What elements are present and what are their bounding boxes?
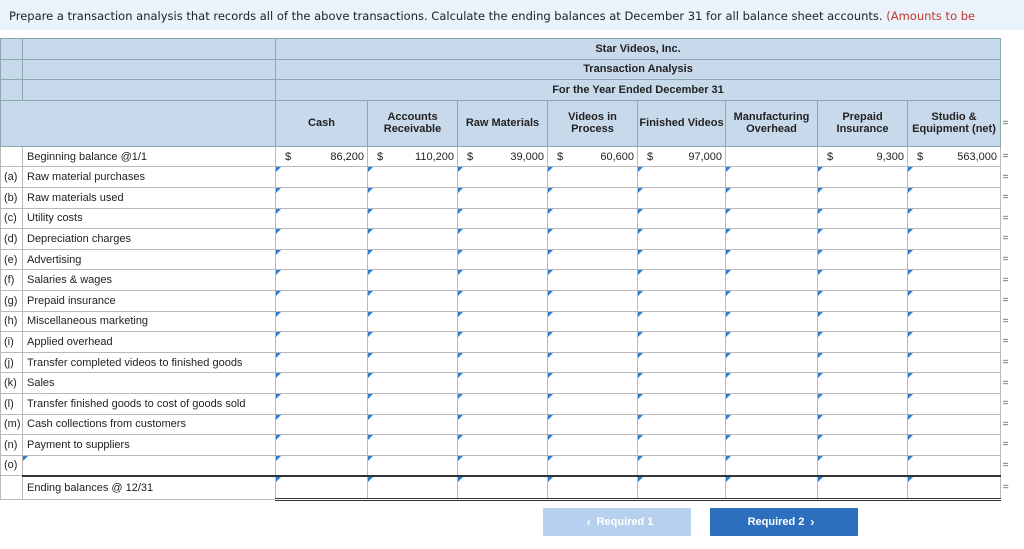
transaction-row (1, 270, 1011, 291)
amount-input[interactable] (548, 249, 638, 270)
row-key: (g) (1, 290, 23, 311)
amount-input[interactable] (818, 352, 908, 373)
equals-sign: = (1001, 435, 1011, 456)
ending-input[interactable] (368, 476, 458, 500)
ending-balance-row (1, 476, 1011, 500)
amount-input[interactable] (458, 229, 548, 250)
ending-input[interactable] (638, 476, 726, 500)
equals-sign: = (1001, 311, 1011, 332)
beginning-prepaid: 9,300 (876, 150, 904, 163)
amount-input[interactable] (276, 290, 368, 311)
ending-input[interactable] (276, 476, 368, 500)
transaction-row (1, 249, 1011, 270)
dollar-sign: $ (377, 150, 384, 163)
row-key: (m) (1, 414, 23, 435)
amount-input[interactable] (818, 311, 908, 332)
amount-input[interactable] (908, 414, 1001, 435)
amount-input[interactable] (548, 414, 638, 435)
amount-input[interactable] (908, 311, 1001, 332)
required-2-label: Required 2 (747, 516, 805, 528)
amount-input[interactable] (908, 352, 1001, 373)
row-label: Cash collections from customers (23, 414, 276, 435)
amount-input[interactable] (726, 187, 818, 208)
amount-input[interactable] (638, 311, 726, 332)
amount-input[interactable] (368, 435, 458, 456)
equals-sign: = (1001, 332, 1011, 353)
amount-input[interactable] (548, 290, 638, 311)
beginning-ar: 110,200 (415, 150, 454, 163)
amount-input[interactable] (818, 373, 908, 394)
chevron-left-icon: ‹ (586, 515, 591, 529)
amount-input[interactable] (908, 187, 1001, 208)
ending-balance-label: Ending balances @ 12/31 (23, 476, 276, 500)
amount-input[interactable] (368, 373, 458, 394)
amount-input[interactable] (276, 455, 368, 476)
amount-input[interactable] (368, 455, 458, 476)
amount-input[interactable] (458, 311, 548, 332)
amount-input[interactable] (908, 332, 1001, 353)
amount-input[interactable] (908, 435, 1001, 456)
amount-input[interactable] (548, 187, 638, 208)
col-finished-videos: Finished Videos (638, 100, 726, 146)
amount-input[interactable] (458, 187, 548, 208)
equals-sign: = (1001, 249, 1011, 270)
amount-input[interactable] (726, 311, 818, 332)
equals-sign: = (1001, 352, 1011, 373)
amount-input[interactable] (726, 249, 818, 270)
row-key: (h) (1, 311, 23, 332)
transaction-row (1, 373, 1011, 394)
row-key: (a) (1, 167, 23, 188)
row-label: Transfer finished goods to cost of goods sold (23, 393, 276, 414)
amount-input[interactable] (548, 311, 638, 332)
amount-input[interactable] (638, 352, 726, 373)
amount-input[interactable] (818, 167, 908, 188)
row-label: Transfer completed videos to finished goods (23, 352, 276, 373)
dollar-sign: $ (917, 150, 924, 163)
row-label: Utility costs (23, 208, 276, 229)
amount-input[interactable] (908, 249, 1001, 270)
amount-input[interactable] (726, 455, 818, 476)
row-label: Payment to suppliers (23, 435, 276, 456)
amount-input[interactable] (548, 393, 638, 414)
amount-input[interactable] (818, 187, 908, 208)
amount-input[interactable] (548, 208, 638, 229)
transaction-row (1, 229, 1011, 250)
transaction-analysis-table (0, 38, 1011, 501)
amount-input[interactable] (368, 229, 458, 250)
transaction-row (1, 352, 1011, 373)
amount-input[interactable] (276, 414, 368, 435)
amount-input[interactable] (276, 249, 368, 270)
amount-input[interactable] (818, 414, 908, 435)
amount-input[interactable] (276, 435, 368, 456)
amount-input[interactable] (908, 290, 1001, 311)
required-2-button[interactable] (710, 508, 858, 536)
beginning-raw-materials: 39,000 (510, 150, 544, 163)
amount-input[interactable] (458, 208, 548, 229)
amount-input[interactable] (368, 414, 458, 435)
transaction-row (1, 311, 1011, 332)
amount-input[interactable] (458, 332, 548, 353)
row-key: (k) (1, 373, 23, 394)
amount-input[interactable] (548, 270, 638, 291)
row-key: (j) (1, 352, 23, 373)
equals-sign: = (1001, 373, 1011, 394)
equals-sign: = (1001, 146, 1011, 167)
amount-input[interactable] (368, 208, 458, 229)
amount-input[interactable] (818, 290, 908, 311)
amount-input[interactable] (908, 373, 1001, 394)
amount-input[interactable] (908, 208, 1001, 229)
row-label: Raw materials used (23, 187, 276, 208)
row-label: Advertising (23, 249, 276, 270)
col-raw-materials: Raw Materials (458, 100, 548, 146)
transaction-row (1, 187, 1011, 208)
amount-input[interactable] (276, 187, 368, 208)
amount-input[interactable] (276, 208, 368, 229)
amount-input[interactable] (276, 373, 368, 394)
amount-input[interactable] (818, 270, 908, 291)
amount-input[interactable] (458, 167, 548, 188)
ending-input[interactable] (908, 476, 1001, 500)
dollar-sign: $ (827, 150, 834, 163)
amount-input[interactable] (458, 290, 548, 311)
row-label: Salaries & wages (23, 270, 276, 291)
amount-input[interactable] (458, 414, 548, 435)
beginning-balance-row (1, 146, 1011, 167)
col-cash: Cash (276, 100, 368, 146)
row-label: Prepaid insurance (23, 290, 276, 311)
row-label: Applied overhead (23, 332, 276, 353)
equals-sign: = (1001, 270, 1011, 291)
beginning-balance-label: Beginning balance @1/1 (23, 146, 276, 167)
transaction-row (1, 414, 1011, 435)
row-label: Sales (23, 373, 276, 394)
amount-input[interactable] (458, 373, 548, 394)
amount-input[interactable] (726, 414, 818, 435)
equals-sign: = (1001, 100, 1011, 146)
ending-input[interactable] (458, 476, 548, 500)
amount-input[interactable] (368, 352, 458, 373)
amount-input[interactable] (368, 187, 458, 208)
amount-input[interactable] (368, 311, 458, 332)
row-key: (i) (1, 332, 23, 353)
amount-input[interactable] (818, 249, 908, 270)
amount-input[interactable] (638, 167, 726, 188)
amount-input[interactable] (548, 167, 638, 188)
instruction-text: Prepare a transaction analysis that records all of the above transactions. Calculate the ending balances at December 31 for all balance sheet accounts. (9, 9, 883, 23)
equals-sign: = (1001, 414, 1011, 435)
amount-input[interactable] (818, 229, 908, 250)
amount-input[interactable] (368, 270, 458, 291)
amount-input[interactable] (638, 187, 726, 208)
amount-input[interactable] (638, 435, 726, 456)
amount-input[interactable] (818, 435, 908, 456)
ending-input[interactable] (548, 476, 638, 500)
transaction-row (1, 455, 1011, 476)
row-key: (e) (1, 249, 23, 270)
row-label-input[interactable] (23, 455, 276, 476)
amount-input[interactable] (368, 290, 458, 311)
chevron-right-icon: › (810, 515, 815, 529)
beginning-studio: 563,000 (957, 150, 998, 163)
amount-input[interactable] (908, 167, 1001, 188)
col-accounts-receivable: Accounts Receivable (368, 100, 458, 146)
row-key: (n) (1, 435, 23, 456)
row-key: (d) (1, 229, 23, 250)
row-key: (o) (1, 455, 23, 476)
amount-input[interactable] (726, 167, 818, 188)
equals-sign: = (1001, 476, 1011, 500)
col-manufacturing-overhead: Manufacturing Overhead (726, 100, 818, 146)
amount-input[interactable] (818, 393, 908, 414)
equals-sign: = (1001, 290, 1011, 311)
amount-input[interactable] (726, 290, 818, 311)
instruction-note: (Amounts to be (886, 9, 976, 23)
amount-input[interactable] (276, 229, 368, 250)
amount-input[interactable] (638, 290, 726, 311)
row-key: (c) (1, 208, 23, 229)
amount-input[interactable] (726, 332, 818, 353)
amount-input[interactable] (458, 393, 548, 414)
amount-input[interactable] (638, 208, 726, 229)
amount-input[interactable] (368, 393, 458, 414)
amount-input[interactable] (458, 249, 548, 270)
amount-input[interactable] (638, 393, 726, 414)
transaction-row (1, 167, 1011, 188)
amount-input[interactable] (818, 332, 908, 353)
col-studio-equipment: Studio & Equipment (net) (908, 100, 1001, 146)
statement-period: For the Year Ended December 31 (276, 80, 1001, 101)
amount-input[interactable] (276, 270, 368, 291)
beginning-finished: 97,000 (688, 150, 722, 163)
col-videos-in-process: Videos in Process (548, 100, 638, 146)
amount-input[interactable] (726, 270, 818, 291)
amount-input[interactable] (548, 332, 638, 353)
amount-input[interactable] (908, 455, 1001, 476)
row-key: (f) (1, 270, 23, 291)
dollar-sign: $ (467, 150, 474, 163)
dollar-sign: $ (647, 150, 654, 163)
equals-sign: = (1001, 455, 1011, 476)
amount-input[interactable] (458, 455, 548, 476)
beginning-cash: 86,200 (330, 150, 364, 163)
equals-sign: = (1001, 208, 1011, 229)
amount-input[interactable] (638, 249, 726, 270)
amount-input[interactable] (548, 373, 638, 394)
col-prepaid-insurance: Prepaid Insurance (818, 100, 908, 146)
transaction-row (1, 435, 1011, 456)
transaction-row (1, 208, 1011, 229)
instructions (0, 0, 1024, 30)
row-label: Raw material purchases (23, 167, 276, 188)
amount-input[interactable] (276, 311, 368, 332)
row-key: (b) (1, 187, 23, 208)
ending-input[interactable] (726, 476, 818, 500)
amount-input[interactable] (638, 270, 726, 291)
amount-input[interactable] (726, 352, 818, 373)
beginning-overhead (726, 146, 818, 167)
amount-input[interactable] (458, 352, 548, 373)
amount-input[interactable] (638, 455, 726, 476)
amount-input[interactable] (726, 229, 818, 250)
amount-input[interactable] (908, 270, 1001, 291)
amount-input[interactable] (726, 208, 818, 229)
amount-input[interactable] (908, 393, 1001, 414)
amount-input[interactable] (638, 373, 726, 394)
amount-input[interactable] (548, 435, 638, 456)
amount-input[interactable] (638, 332, 726, 353)
amount-input[interactable] (458, 270, 548, 291)
amount-input[interactable] (548, 352, 638, 373)
equals-sign: = (1001, 229, 1011, 250)
company-name: Star Videos, Inc. (276, 39, 1001, 60)
amount-input[interactable] (276, 352, 368, 373)
transaction-row (1, 393, 1011, 414)
statement-title: Transaction Analysis (276, 59, 1001, 80)
amount-input[interactable] (726, 393, 818, 414)
amount-input[interactable] (548, 229, 638, 250)
amount-input[interactable] (818, 455, 908, 476)
amount-input[interactable] (638, 229, 726, 250)
amount-input[interactable] (726, 373, 818, 394)
equals-sign: = (1001, 187, 1011, 208)
amount-input[interactable] (548, 455, 638, 476)
required-1-button[interactable] (543, 508, 691, 536)
transaction-row (1, 290, 1011, 311)
ending-input[interactable] (818, 476, 908, 500)
amount-input[interactable] (368, 249, 458, 270)
equals-sign: = (1001, 167, 1011, 188)
required-1-label: Required 1 (596, 516, 654, 528)
transactions-body (1, 167, 1011, 476)
amount-input[interactable] (908, 229, 1001, 250)
row-label: Depreciation charges (23, 229, 276, 250)
amount-input[interactable] (638, 414, 726, 435)
amount-input[interactable] (458, 435, 548, 456)
amount-input[interactable] (276, 332, 368, 353)
amount-input[interactable] (726, 435, 818, 456)
amount-input[interactable] (818, 208, 908, 229)
row-label: Miscellaneous marketing (23, 311, 276, 332)
amount-input[interactable] (368, 332, 458, 353)
transaction-row (1, 332, 1011, 353)
amount-input[interactable] (276, 167, 368, 188)
amount-input[interactable] (368, 167, 458, 188)
amount-input[interactable] (276, 393, 368, 414)
row-key: (l) (1, 393, 23, 414)
dollar-sign: $ (557, 150, 564, 163)
dollar-sign: $ (285, 150, 292, 163)
beginning-vip: 60,600 (600, 150, 634, 163)
equals-sign: = (1001, 393, 1011, 414)
